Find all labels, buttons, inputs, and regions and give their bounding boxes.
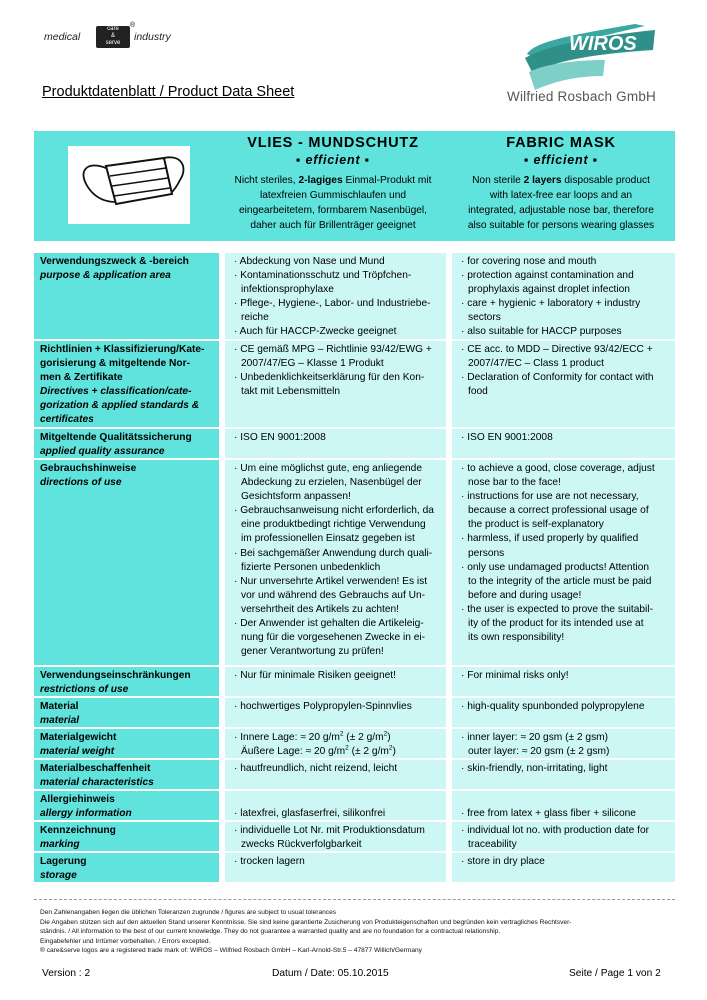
spec-label-de: Lagerung	[40, 856, 87, 867]
page-title: Produktdatenblatt / Product Data Sheet	[42, 84, 295, 100]
product-description-de-line	[222, 173, 444, 188]
product-description-en-line	[452, 188, 670, 203]
product-description-de-line	[222, 218, 444, 233]
spec-row	[34, 253, 675, 339]
spec-row	[34, 667, 675, 696]
logo-care-serve-box	[96, 26, 130, 48]
spec-value-de-item: · CE gemäß MPG – Richtlinie 93/42/EWG + 2007/47/EG – Klasse 1 Produkt	[234, 344, 432, 370]
spec-label	[34, 429, 219, 458]
spec-value-en-item	[460, 793, 671, 807]
spec-value-en-item: · skin-friendly, non-irritating, light	[461, 763, 608, 774]
spec-label-en: directions of use	[40, 477, 122, 489]
spec-label	[34, 253, 219, 339]
product-description-de-line	[222, 203, 444, 218]
medical-care-serve-industry-logo	[44, 22, 214, 56]
spec-value-de-item: · latexfrei, glasfaserfrei, silikonfrei	[234, 808, 386, 820]
spec-label	[34, 791, 219, 820]
spec-row	[34, 460, 675, 665]
spec-label-en: marking	[40, 839, 80, 851]
spec-value-de	[225, 698, 446, 727]
product-description-en-text: 2 layers	[523, 175, 562, 186]
spec-value-de	[225, 460, 446, 665]
spec-row	[34, 698, 675, 727]
footer-note-line: Den Zahlenangaben liegen die üblichen Toleranzen zugrunde / figures are subject to usual tolerances	[40, 909, 337, 916]
footer-note-line: ® care&serve logos are a registered trade mark of: WIROS – Wilfried Rosbach GmbH – Karl-Arnold-Str.5 – 47877 Willich/Germany	[40, 947, 422, 954]
spec-value-de-item: · Auch für HACCP-Zwecke geeignet	[234, 326, 397, 338]
spec-value-en	[452, 460, 675, 665]
spec-value-de-item	[233, 793, 442, 807]
product-description-en-text: disposable product	[561, 175, 650, 186]
spec-label-en: gorization & applied standards &	[40, 400, 200, 412]
spec-row	[34, 853, 675, 882]
spec-label-de: Kennzeichnung	[40, 825, 116, 836]
company-name: Wilfried Rosbach GmbH	[507, 89, 656, 104]
spec-label-en: material characteristics	[40, 777, 154, 789]
spec-value-en-item: · inner layer: ≈ 20 gsm (± 2 gsm) outer layer: ≈ 20 gsm (± 2 gsm)	[461, 732, 610, 758]
spec-row	[34, 729, 675, 758]
spec-label-de: men & Zertifikate	[40, 372, 123, 384]
logo-registered-mark: ®	[130, 22, 136, 29]
spec-value-de-item: · Der Anwender ist gehalten die Artikeleig- nung für die vorgesehenen Zwecke in ei- gener Verantwortung zu prüfen!	[234, 618, 426, 658]
spec-value-en-item: · also suitable for HACCP purposes	[461, 326, 622, 338]
spec-value-en	[452, 341, 675, 427]
spec-value-en-item: · only use undamaged products! Attention to the integrity of the article must be paid before and during usage!	[461, 561, 652, 601]
product-description-en	[452, 173, 670, 233]
spec-value-de	[225, 822, 446, 851]
logo-box-care: care	[107, 26, 119, 32]
product-description-en-line	[452, 218, 670, 233]
spec-value-en	[452, 760, 675, 789]
spec-label-de: gorisierung & mitgeltende Nor-	[40, 358, 190, 370]
spec-value-de-item: · Pflege-, Hygiene-, Labor- und Industriebe- reiche	[234, 298, 431, 324]
spec-label-en: material	[40, 715, 80, 727]
spec-label	[34, 822, 219, 851]
logo-box-amp: &	[110, 33, 115, 39]
spec-label	[34, 729, 219, 758]
footer-note-line: ständnis. / All information to the best of our current knowledge. They do not guarantee a warranted quality and are no foundation for a contractual relationship.	[40, 928, 501, 935]
spec-value-en-item: · store in dry place	[461, 856, 545, 867]
product-description-en-line	[452, 203, 670, 218]
spec-label-en: purpose & application area	[40, 270, 171, 282]
spec-value-en-item: · instructions for use are not necessary, because a correct professional usage of the product is self-explanatory	[461, 491, 649, 531]
spec-value-en-item: · For minimal risks only!	[461, 670, 569, 681]
spec-value-de	[225, 341, 446, 427]
spec-value-de-item: · Nur unversehrte Artikel verwenden! Es ist vor und während des Gebrauchs auf Un- versehrtheit des Artikels zu achten!	[234, 575, 428, 615]
spec-value-de-item: · Abdeckung von Nase und Mund	[234, 256, 385, 267]
spec-value-de-item: · Kontaminationsschutz und Tröpfchen- infektionsprophylaxe	[234, 270, 412, 296]
spec-value-de-item: · Nur für minimale Risiken geeignet!	[234, 670, 396, 681]
spec-value-de-item: · individuelle Lot Nr. mit Produktionsdatum zwecks Rückverfolgbarkeit	[234, 825, 425, 851]
product-title-en: FABRIC MASK	[506, 135, 616, 151]
spec-value-en	[452, 667, 675, 696]
spec-value-de	[225, 667, 446, 696]
spec-value-en	[452, 853, 675, 882]
spec-label-en: certificates	[40, 414, 94, 426]
spec-value-en	[452, 729, 675, 758]
spec-value-en-item: · to achieve a good, close coverage, adjust nose bar to the face!	[461, 463, 655, 489]
product-description-en-line	[452, 173, 670, 188]
version-label: Version : 2	[42, 968, 91, 979]
product-description-en-text: also suitable for persons wearing glasses	[467, 220, 655, 231]
spec-value-de-item: · hautfreundlich, nicht reizend, leicht	[234, 763, 398, 774]
spec-label	[34, 853, 219, 882]
spec-label-en: applied quality assurance	[40, 446, 165, 458]
spec-value-de-item: · Unbedenklichkeitserklärung für den Kon- takt mit Lebensmitteln	[234, 372, 425, 398]
spec-value-en-item: · protection against contamination and prophylaxis against droplet infection	[461, 270, 634, 296]
logo-word-industry: industry	[134, 31, 171, 43]
spec-value-en-item: · the user is expected to prove the suitabil- ity of the product for its intended use at its own responsibility!	[461, 603, 653, 644]
spec-value-en-item: · high-quality spunbonded polypropylene	[461, 701, 645, 712]
spec-value-de	[225, 760, 446, 789]
product-description-en-text: with latex-free ear loops and an	[489, 190, 633, 201]
spec-label-de: Allergiehinweis	[40, 794, 115, 805]
product-subtitle-de: ▪ efficient ▪	[296, 153, 370, 167]
spec-value-en-item: · free from latex + glass fiber + silicone	[461, 808, 636, 820]
product-description-en-text: integrated, adjustable nose bar, therefore	[468, 205, 654, 216]
spec-value-en-item: · Declaration of Conformity for contact with food	[461, 372, 654, 398]
spec-row	[34, 429, 675, 458]
spec-label-de: Richtlinien + Klassifizierung/Kate-	[40, 344, 205, 355]
spec-row	[34, 341, 675, 427]
spec-value-de	[225, 429, 446, 458]
spec-label-de: Materialbeschaffenheit	[40, 763, 151, 774]
spec-label-en: restrictions of use	[40, 684, 129, 696]
logo-box-serve: serve	[105, 40, 121, 46]
spec-value-en-item: · harmless, if used properly by qualified persons	[461, 533, 639, 559]
spec-label-en: material weight	[40, 746, 115, 758]
spec-value-en	[452, 822, 675, 851]
spec-label-de: Verwendungszweck & -bereich	[40, 256, 189, 267]
spec-row	[34, 791, 675, 820]
spec-value-de	[225, 791, 446, 820]
product-description-de-line	[222, 188, 444, 203]
spec-label-en: Directives + classification/cate-	[40, 386, 192, 398]
product-description-de	[222, 173, 444, 233]
product-column-en	[452, 135, 670, 233]
footer-note-line: Eingabefehler und Irrtümer vorbehalten. / Errors excepted.	[40, 937, 211, 945]
spec-label	[34, 760, 219, 789]
date-label: Datum / Date: 05.10.2015	[272, 968, 389, 979]
spec-label-en: storage	[40, 870, 77, 882]
product-column-de	[222, 135, 444, 233]
spec-value-en	[452, 253, 675, 339]
spec-value-en-item: · individual lot no. with production date for traceability	[461, 825, 650, 851]
spec-value-de-item: · Gebrauchsanweisung nicht erforderlich, da eine produktbedingt richtige Verwendung im professionellen Einsatz gegeben ist	[234, 505, 434, 545]
spec-label-de: Mitgeltende Qualitätssicherung	[40, 432, 192, 443]
product-description-de-text: 2-lagiges	[298, 175, 343, 186]
spec-label-de: Materialgewicht	[40, 732, 117, 743]
footer-notes	[40, 908, 680, 956]
spec-value-en-item: · for covering nose and mouth	[461, 256, 597, 267]
product-description-de-text: Einmal-Produkt mit	[342, 175, 432, 186]
spec-value-en-item: · care + hygienic + laboratory + industry sectors	[461, 298, 641, 324]
spec-label-de: Verwendungseinschränkungen	[40, 670, 191, 681]
spec-label	[34, 460, 219, 665]
spec-value-de-item: · hochwertiges Polypropylen-Spinnvlies	[234, 701, 412, 712]
spec-value-en-item: · CE acc. to MDD – Directive 93/42/ECC + 2007/47/EC – Class 1 product	[461, 344, 653, 370]
footer-divider	[34, 899, 675, 900]
product-description-de-text: daher auch für Brillenträger geeignet	[250, 220, 416, 231]
spec-value-de	[225, 853, 446, 882]
spec-value-de-item: · trocken lagern	[234, 856, 305, 867]
product-title-de: VLIES - MUNDSCHUTZ	[247, 135, 419, 151]
face-mask-image	[68, 146, 190, 224]
product-description-de-text: latexfreien Gummischlaufen und	[259, 190, 407, 201]
spec-table	[34, 253, 675, 882]
spec-label-de: Gebrauchshinweise	[40, 463, 137, 474]
spec-label	[34, 667, 219, 696]
wiros-logo-text: WIROS	[569, 33, 637, 55]
logo-word-medical: medical	[44, 31, 81, 43]
footer-note-line: Die Angaben stützen sich auf den aktuellen Stand unserer Kenntnisse. Sie sind keine garantierte Zusicherung von Produkteigenschaften und begründen kein vertragliches Rechtsver-	[40, 918, 572, 926]
spec-label-en: allergy information	[40, 808, 132, 820]
spec-value-de-item: · ISO EN 9001:2008	[234, 432, 326, 443]
spec-label	[34, 698, 219, 727]
spec-label	[34, 341, 219, 427]
spec-value-de-item: · Um eine möglichst gute, eng anliegende Abdeckung zu erzielen, Nasenbügel der Gesichtsform anpassen!	[234, 463, 423, 503]
product-description-de-text: Nicht steriles,	[234, 175, 299, 186]
spec-row	[34, 760, 675, 789]
spec-value-de-item: · Bei sachgemäßer Anwendung durch quali- fizierte Personen unbedenklich	[234, 547, 433, 573]
spec-row	[34, 822, 675, 851]
spec-value-en	[452, 791, 675, 820]
spec-value-en	[452, 429, 675, 458]
spec-label-de: Material	[40, 701, 79, 712]
spec-value-en-item: · ISO EN 9001:2008	[461, 432, 553, 443]
spec-value-de-item: · Innere Lage: ≈ 20 $g/m^2$ (± 2 $g/m^2$) Äußere Lage: ≈ 20 $g/m^2$ (± 2 $g/m^2$)	[234, 730, 396, 758]
product-subtitle-en: ▪ efficient ▪	[524, 153, 598, 167]
product-description-de-text: eingearbeitetem, formbarem Nasenbügel,	[238, 205, 427, 216]
page-number: Seite / Page 1 von 2	[569, 968, 661, 979]
spec-value-de	[225, 729, 446, 758]
product-description-en-text: Non sterile	[472, 175, 524, 186]
spec-value-de	[225, 253, 446, 339]
spec-value-en	[452, 698, 675, 727]
